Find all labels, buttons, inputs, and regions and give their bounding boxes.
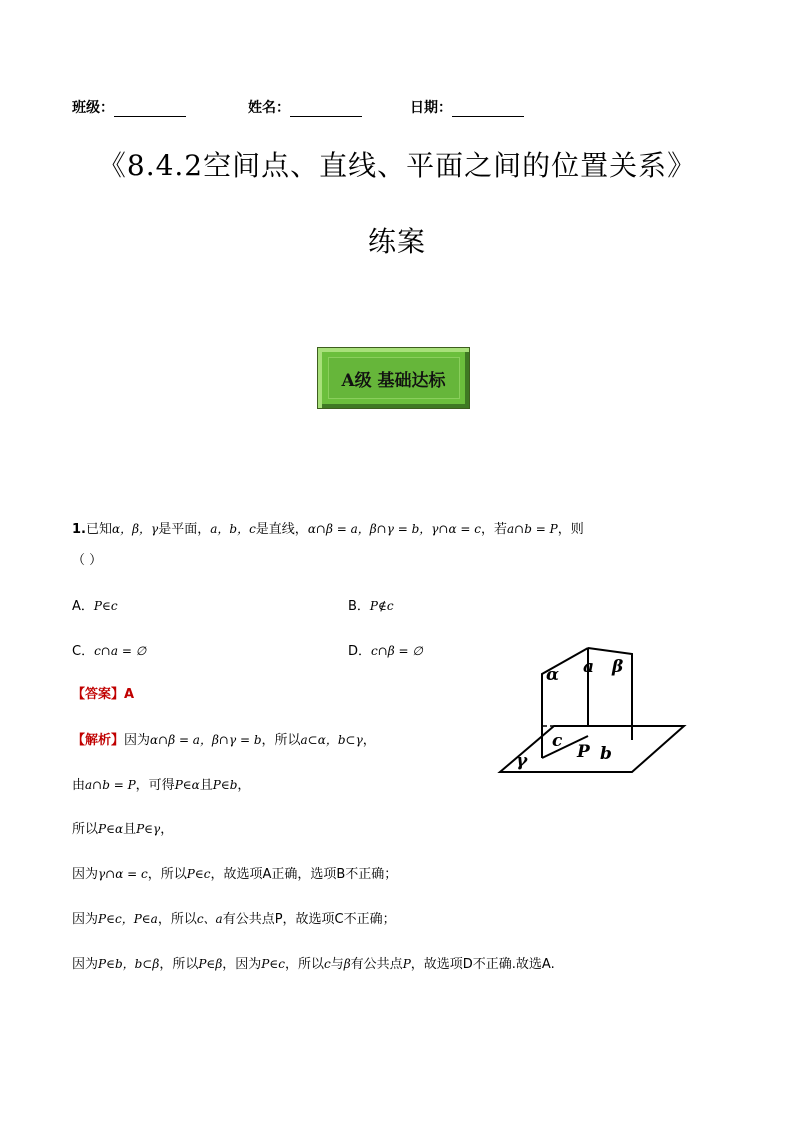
analysis-math: α∩β = a，β∩γ = b bbox=[150, 733, 262, 747]
answer-parens: （ ） bbox=[72, 553, 103, 568]
class-blank[interactable] bbox=[114, 102, 186, 117]
stem-text-2: 是平面， bbox=[158, 522, 211, 537]
date-field bbox=[410, 97, 524, 117]
name-field bbox=[248, 97, 362, 117]
analysis-text: ，因为 bbox=[222, 957, 262, 972]
analysis-line-6 bbox=[72, 955, 555, 974]
stem-text-4: ，若 bbox=[481, 522, 508, 537]
analysis-text: 由 bbox=[72, 778, 86, 793]
analysis-text: 因为 bbox=[124, 733, 151, 748]
analysis-text: 因为 bbox=[72, 957, 99, 972]
label-P: P bbox=[577, 742, 590, 762]
name-label: 姓名： bbox=[248, 100, 290, 116]
analysis-math: c bbox=[323, 957, 331, 971]
analysis-text: ，所以 bbox=[147, 867, 187, 882]
label-b: b bbox=[600, 744, 612, 764]
analysis-tag: 【解析】 bbox=[72, 733, 125, 748]
analysis-line-5 bbox=[72, 910, 396, 929]
analysis-math: P∈c bbox=[186, 867, 211, 881]
stem-text-1: 已知 bbox=[85, 522, 112, 537]
option-a-label: A． bbox=[72, 599, 94, 614]
stem-text-3: 是直线， bbox=[255, 522, 308, 537]
analysis-line-3 bbox=[72, 820, 173, 839]
class-field bbox=[72, 97, 186, 117]
label-a: a bbox=[583, 657, 595, 677]
label-beta: β bbox=[612, 657, 624, 677]
analysis-math: P∈c bbox=[261, 957, 285, 971]
analysis-text: 且 bbox=[199, 778, 213, 793]
analysis-math: P∈α bbox=[174, 778, 200, 792]
analysis-math: P∈b bbox=[212, 778, 238, 792]
stem-text-5: ，则 bbox=[557, 522, 584, 537]
answer-line bbox=[72, 686, 134, 704]
gamma-plane bbox=[500, 726, 684, 772]
answer-tag: 【答案】 bbox=[72, 687, 125, 702]
page-subtitle: 练案 bbox=[367, 225, 426, 258]
date-blank[interactable] bbox=[452, 102, 524, 117]
option-b-math: P∉c bbox=[369, 599, 394, 613]
analysis-math: a⊂α，b⊂γ bbox=[300, 733, 363, 747]
option-d-math: c∩β = ∅ bbox=[371, 644, 423, 658]
question-stem bbox=[72, 520, 584, 539]
analysis-text: ， bbox=[237, 778, 251, 793]
label-alpha: α bbox=[546, 665, 560, 685]
analysis-math: P∈c，P∈a bbox=[98, 912, 158, 926]
level-badge-inner bbox=[328, 357, 460, 399]
analysis-text: 有公共点P，故选项C不正确； bbox=[222, 912, 396, 927]
option-b-label: B． bbox=[348, 599, 370, 614]
analysis-line-4 bbox=[72, 865, 397, 884]
page-title: 《8.4.2空间点、直线、平面之间的位置关系》 bbox=[97, 149, 697, 182]
plane-figure bbox=[494, 640, 690, 780]
option-c[interactable] bbox=[72, 642, 146, 661]
analysis-math: P bbox=[402, 957, 411, 971]
analysis-math: P∈α bbox=[98, 822, 124, 836]
option-c-label: C． bbox=[72, 644, 95, 659]
option-c-math: c∩a = ∅ bbox=[94, 644, 147, 658]
analysis-text: ，可得 bbox=[135, 778, 175, 793]
analysis-math: c、a bbox=[196, 912, 223, 926]
analysis-line-2 bbox=[72, 776, 250, 795]
analysis-text: ，所以 bbox=[159, 957, 199, 972]
analysis-math: P∈β bbox=[198, 957, 223, 971]
analysis-math: β bbox=[343, 957, 351, 971]
date-label: 日期： bbox=[410, 100, 452, 116]
analysis-math: a∩b = P bbox=[85, 778, 136, 792]
option-d-label: D． bbox=[348, 644, 372, 659]
analysis-text: ，故选项D不正确.故选A. bbox=[410, 957, 555, 972]
stem-math-4: a∩b = P bbox=[507, 522, 558, 536]
analysis-text: 所以 bbox=[72, 822, 99, 837]
answer-value: A bbox=[124, 687, 135, 702]
class-label: 班级： bbox=[72, 100, 114, 116]
option-b[interactable] bbox=[348, 597, 394, 616]
analysis-text: ，所以 bbox=[261, 733, 301, 748]
analysis-text: 与 bbox=[330, 957, 344, 972]
level-badge-text: A级 基础达标 bbox=[341, 370, 446, 391]
question-number: 1. bbox=[72, 522, 86, 537]
analysis-math: P∈b，b⊂β bbox=[98, 957, 160, 971]
stem-math-1: α，β，γ bbox=[112, 522, 159, 536]
analysis-math: P∈γ bbox=[136, 822, 161, 836]
analysis-text: ， bbox=[362, 733, 376, 748]
option-a[interactable] bbox=[72, 597, 118, 616]
stem-math-2: a，b，c bbox=[210, 522, 256, 536]
analysis-text: ，所以 bbox=[157, 912, 197, 927]
analysis-text: ，故选项A正确，选项B不正确； bbox=[210, 867, 398, 882]
name-blank[interactable] bbox=[290, 102, 362, 117]
analysis-text: 有公共点 bbox=[350, 957, 403, 972]
analysis-text: ， bbox=[160, 822, 174, 837]
label-gamma: γ bbox=[516, 751, 528, 771]
option-a-math: P∈c bbox=[93, 599, 118, 613]
option-d[interactable] bbox=[348, 642, 423, 661]
level-badge bbox=[317, 347, 470, 409]
analysis-math: γ∩α = c bbox=[98, 867, 148, 881]
label-c: c bbox=[552, 731, 563, 751]
analysis-text: 且 bbox=[123, 822, 137, 837]
stem-math-3: α∩β = a，β∩γ = b，γ∩α = c bbox=[307, 522, 482, 536]
analysis-text: 因为 bbox=[72, 867, 99, 882]
analysis-text: ，所以 bbox=[284, 957, 324, 972]
analysis-text: 因为 bbox=[72, 912, 99, 927]
analysis-line-1 bbox=[72, 731, 376, 750]
